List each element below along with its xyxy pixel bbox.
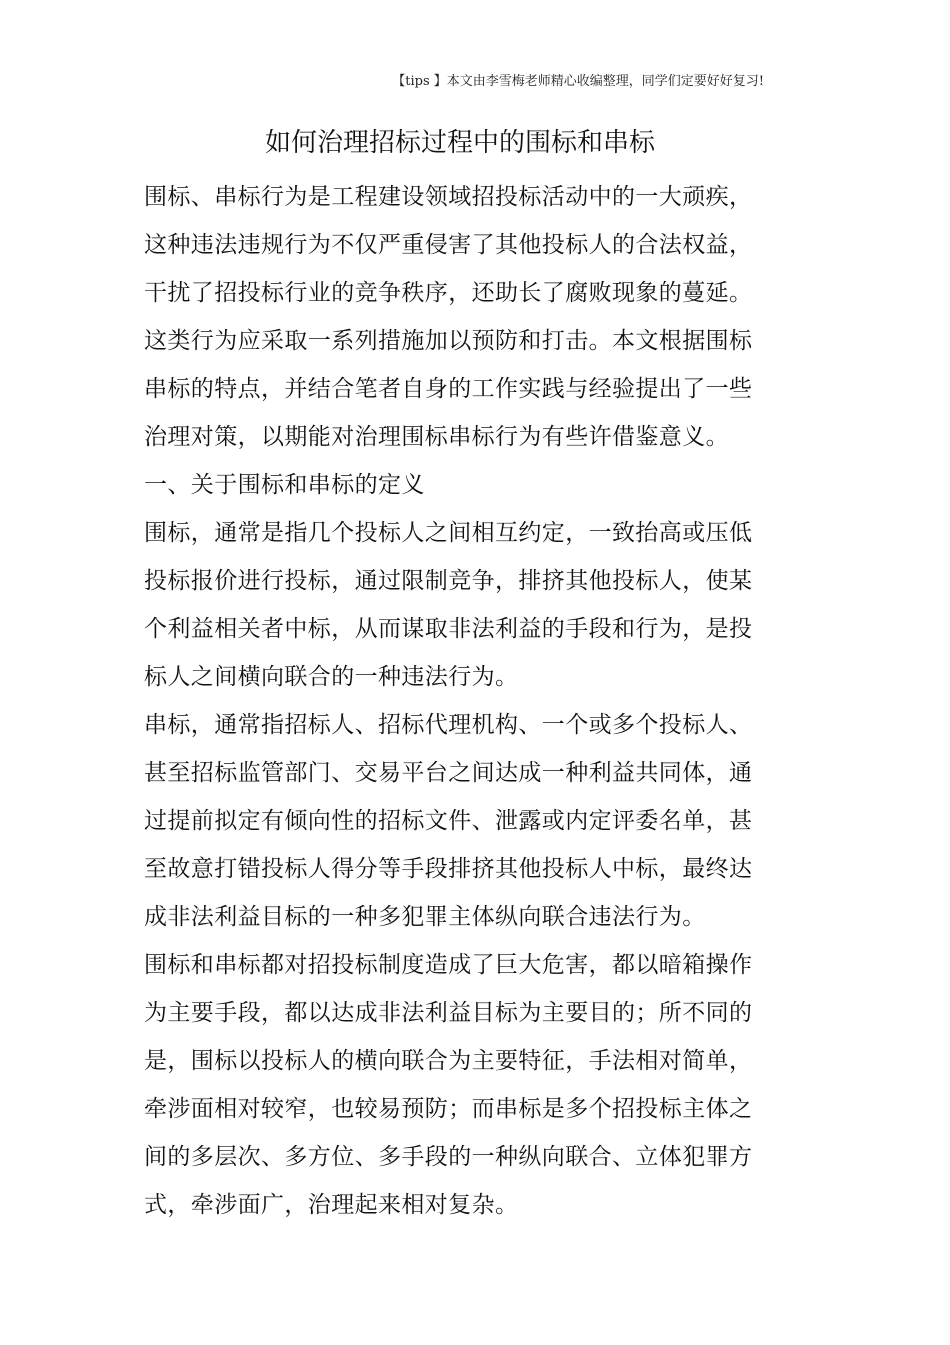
- body-line: 标人之间横向联合的一种违法行为。: [144, 664, 519, 690]
- body-line: 式，牵涉面广，治理起来相对复杂。: [144, 1192, 519, 1218]
- body-line: 治理对策，以期能对治理围标串标行为有些许借鉴意义。: [144, 424, 729, 450]
- page-title: 如何治理招标过程中的围标和串标: [264, 128, 655, 158]
- body-line: 至故意打错投标人得分等手段排挤其他投标人中标，最终达: [144, 856, 753, 882]
- body-line: 这种违法违规行为不仅严重侵害了其他投标人的合法权益，: [144, 232, 753, 258]
- body-line: 投标报价进行投标，通过限制竞争，排挤其他投标人，使某: [144, 568, 753, 594]
- body-line: 间的多层次、多方位、多手段的一种纵向联合、立体犯罪方: [144, 1144, 753, 1170]
- body-line: 围标、串标行为是工程建设领域招投标活动中的一大顽疾，: [144, 184, 753, 210]
- body-line: 是，围标以投标人的横向联合为主要特征，手法相对简单，: [144, 1048, 753, 1074]
- body-line: 围标，通常是指几个投标人之间相互约定，一致抬高或压低: [144, 520, 753, 546]
- body-line: 牵涉面相对较窄，也较易预防；而串标是多个招投标主体之: [144, 1096, 753, 1122]
- body-line: 过提前拟定有倾向性的招标文件、泄露或内定评委名单，甚: [144, 808, 753, 834]
- body-line: 串标的特点，并结合笔者自身的工作实践与经验提出了一些: [144, 376, 753, 402]
- body-line: 成非法利益目标的一种多犯罪主体纵向联合违法行为。: [144, 904, 706, 930]
- section-heading: 一、关于围标和串标的定义: [144, 472, 425, 498]
- body-line: 为主要手段，都以达成非法利益目标为主要目的；所不同的: [144, 1000, 753, 1026]
- body-line: 串标，通常指招标人、招标代理机构、一个或多个投标人、: [144, 712, 753, 738]
- body-line: 干扰了招投标行业的竞争秩序，还助长了腐败现象的蔓延。: [144, 280, 753, 306]
- header-tips-note: 【tips 】本文由李雪梅老师精心收编整理，同学们定要好好复习!: [392, 74, 764, 89]
- body-line: 甚至招标监管部门、交易平台之间达成一种利益共同体，通: [144, 760, 753, 786]
- body-line: 围标和串标都对招投标制度造成了巨大危害，都以暗箱操作: [144, 952, 753, 978]
- body-line: 个利益相关者中标，从而谋取非法利益的手段和行为，是投: [144, 616, 753, 642]
- document-body: [144, 177, 764, 1233]
- body-line: 这类行为应采取一系列措施加以预防和打击。本文根据围标: [144, 328, 753, 354]
